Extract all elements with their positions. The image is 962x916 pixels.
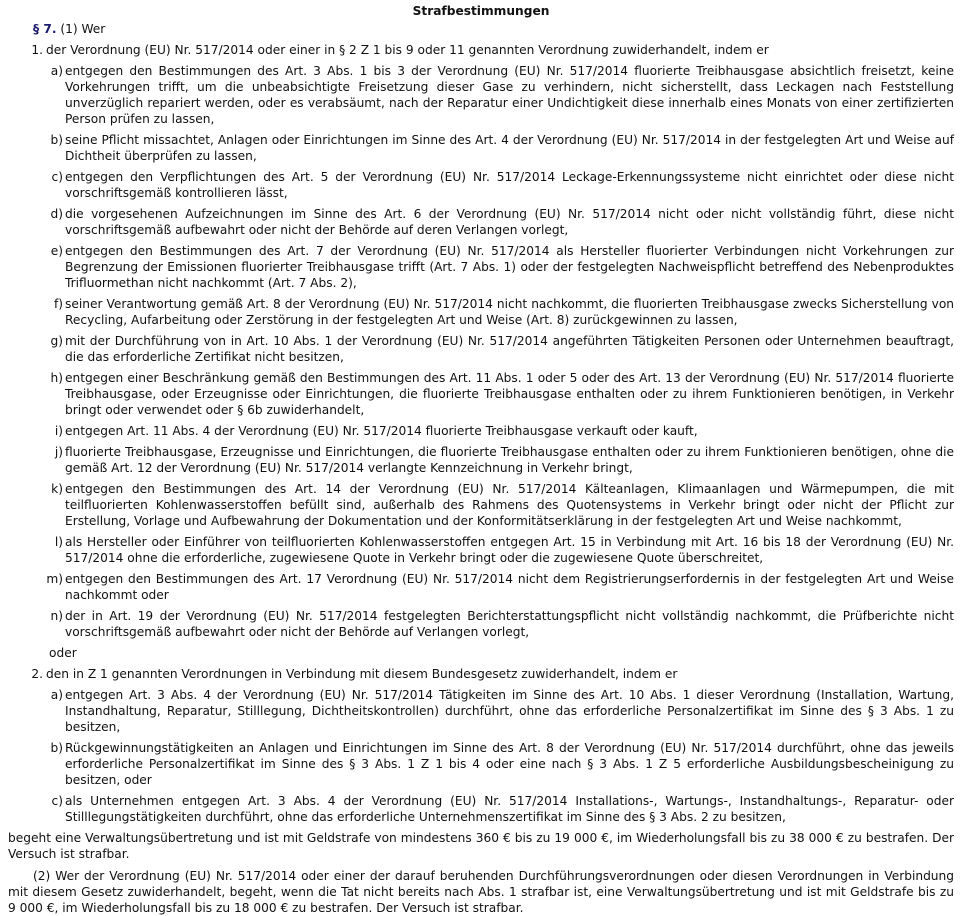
litera-letter: g)	[50, 334, 63, 348]
litera-letter: j)	[54, 445, 63, 459]
litera-2b	[0, 740, 962, 788]
paragraph-header	[0, 21, 962, 37]
litera-text: entgegen den Bestimmungen des Art. 14 der Verordnung (EU) Nr. 517/2014 Kälteanlagen, Klimaanlagen und Wärmepumpen, die mit teilfluorierten Kohlenwasserstoffen befüllt sind, außerhalb des Rahmens des Quotensystems in Verkehr bringt oder nicht der Pflicht zur Erstellung, Vorlage und Aufbewahrung der Dokumentation und der Konformitätserklärung in der festgelegten Art und Weise nachkommt,	[65, 482, 954, 528]
litera-1e	[0, 243, 962, 291]
litera-1c	[0, 169, 962, 201]
litera-letter: i)	[54, 424, 63, 438]
litera-text: die vorgesehenen Aufzeichnungen im Sinne des Art. 6 der Verordnung (EU) Nr. 517/2014 nicht oder nicht vollständig führt, diese nicht vorschriftsgemäß aufbewahrt oder nicht der Behörde auf deren Verlangen vorlegt,	[65, 207, 954, 237]
litera-1b	[0, 132, 962, 164]
paragraph-intro: (1) Wer	[56, 22, 106, 36]
litera-1d	[0, 206, 962, 238]
litera-letter: b)	[50, 741, 63, 755]
litera-letter: d)	[50, 207, 63, 221]
litera-letter: c)	[51, 794, 63, 808]
litera-letter: l)	[54, 535, 63, 549]
litera-text: entgegen einer Beschränkung gemäß den Bestimmungen des Art. 11 Abs. 1 oder 5 oder des Art. 13 der Verordnung (EU) Nr. 517/2014 fluorierte Treibhausgase, oder Erzeugnisse oder Einrichtungen, die fluorierte Treibhausgase enthalten oder zu ihrem Funktionieren benötigen, in Verkehr bringt oder verwendet oder § 6b zuwiderhandelt,	[65, 371, 954, 417]
litera-text: als Unternehmen entgegen Art. 3 Abs. 4 der Verordnung (EU) Nr. 517/2014 Installations-, Wartungs-, Instandhaltungs-, Reparatur- oder Stilllegungstätigkeiten durchführt, ohne das erforderliche Unternehmenszertifikat im Sinne des § 3 Abs. 2 zu besitzen,	[65, 794, 954, 824]
litera-2c	[0, 793, 962, 825]
absatz-2: (2) Wer der Verordnung (EU) Nr. 517/2014 oder einer der darauf beruhenden Durchführungsverordnungen oder diesen Verordnungen in Verbindung mit diesem Gesetz zuwiderhandelt, begeht, wenn die Tat nicht bereits nach Abs. 1 strafbar ist, eine Verwaltungsübertretung und ist mit Geldstrafe bis zu 9 000 €, im Wiederholungsfall bis zu 18 000 € zu bestrafen. Der Versuch ist strafbar.	[8, 869, 954, 915]
litera-text: fluorierte Treibhausgase, Erzeugnisse und Einrichtungen, die fluorierte Treibhausgase enthalten oder zu ihrem Funktionieren benötigen, ohne die gemäß Art. 12 der Verordnung (EU) Nr. 517/2014 verlangte Kennzeichnung in Verkehr bringt,	[65, 445, 954, 475]
litera-1l	[0, 534, 962, 566]
litera-text: entgegen Art. 11 Abs. 4 der Verordnung (EU) Nr. 517/2014 fluorierte Treibhausgase verkauft oder kauft,	[65, 424, 698, 438]
closing-clause: begeht eine Verwaltungsübertretung und ist mit Geldstrafe von mindestens 360 € bis zu 19 000 €, im Wiederholungsfall bis zu 38 000 € zu bestrafen. Der Versuch ist strafbar.	[8, 831, 954, 861]
litera-1n	[0, 608, 962, 640]
ziffer-number: 2.	[31, 667, 43, 681]
litera-2a	[0, 687, 962, 735]
litera-letter: b)	[50, 133, 63, 147]
litera-1h	[0, 370, 962, 418]
litera-letter: a)	[50, 64, 63, 78]
litera-text: der in Art. 19 der Verordnung (EU) Nr. 517/2014 festgelegten Berichterstattungspflicht nicht vollständig nachkommt, die Prüfberichte nicht vorschriftsgemäß aufbewahrt oder nicht der Behörde auf Verlangen vorlegt,	[65, 609, 954, 639]
ziffer-text: der Verordnung (EU) Nr. 517/2014 oder einer in § 2 Z 1 bis 9 oder 11 genannten Verordnung zuwiderhandelt, indem er	[46, 43, 769, 57]
litera-letter: m)	[46, 572, 63, 586]
litera-1i	[0, 423, 962, 439]
litera-text: mit der Durchführung von in Art. 10 Abs. 1 der Verordnung (EU) Nr. 517/2014 angeführten Tätigkeiten Personen oder Unternehmen beauftragt, die das erforderliche Zertifikat nicht besitzen,	[65, 334, 954, 364]
litera-1g	[0, 333, 962, 365]
litera-text: entgegen den Verpflichtungen des Art. 5 der Verordnung (EU) Nr. 517/2014 Leckage-Erkennungssysteme nicht einrichtet oder diese nicht vorschriftsgemäß kontrollieren lässt,	[65, 170, 954, 200]
conjunction-oder: oder	[49, 646, 77, 660]
litera-letter: a)	[50, 688, 63, 702]
litera-letter: c)	[51, 170, 63, 184]
ziffer-text: den in Z 1 genannten Verordnungen in Verbindung mit diesem Bundesgesetz zuwiderhandelt, indem er	[46, 667, 678, 681]
litera-letter: f)	[53, 297, 63, 311]
litera-text: Rückgewinnungstätigkeiten an Anlagen und Einrichtungen im Sinne des Art. 8 der Verordnung (EU) Nr. 517/2014 durchführt, ohne das jeweils erforderliche Personalzertifikat im Sinne des § 3 Abs. 1 Z 1 bis 4 oder eine nach § 3 Abs. 1 Z 5 erforderliche Ausbildungsbescheinigung zu besitzen, oder	[65, 741, 954, 787]
ziffer-number: 1.	[31, 43, 43, 57]
litera-letter: e)	[50, 244, 63, 258]
section-heading: Strafbestimmungen	[412, 4, 550, 18]
ziffer-2	[0, 666, 962, 682]
litera-letter: n)	[50, 609, 63, 623]
litera-letter: k)	[51, 482, 63, 496]
litera-1k	[0, 481, 962, 529]
litera-1m	[0, 571, 962, 603]
litera-1f	[0, 296, 962, 328]
litera-text: als Hersteller oder Einführer von teilfluorierten Kohlenwasserstoffen entgegen Art. 15 in Verbindung mit Art. 16 bis 18 der Verordnung (EU) Nr. 517/2014 ohne die erforderliche, zugewiesene Quote in Verkehr bringt oder die zugewiesene Quote überschreitet,	[65, 535, 954, 565]
litera-letter: h)	[50, 371, 63, 385]
litera-text: entgegen den Bestimmungen des Art. 7 der Verordnung (EU) Nr. 517/2014 als Hersteller fluorierter Verbindungen nicht Vorkehrungen zur Begrenzung der Emissionen fluorierter Treibhausgase trifft (Art. 7 Abs. 1) oder der festgelegten Nachweispflicht betreffend des Nebenproduktes Trifluormethan nicht nachkommt (Art. 7 Abs. 2),	[65, 244, 954, 290]
paragraph-symbol: § 7.	[33, 22, 57, 36]
litera-text: entgegen den Bestimmungen des Art. 17 Verordnung (EU) Nr. 517/2014 nicht dem Registrierungserfordernis in der festgelegten Art und Weise nachkommt oder	[65, 572, 954, 602]
litera-1j	[0, 444, 962, 476]
ziffer-1	[0, 42, 962, 58]
litera-text: entgegen Art. 3 Abs. 4 der Verordnung (EU) Nr. 517/2014 Tätigkeiten im Sinne des Art. 10 Abs. 1 dieser Verordnung (Installation, Wartung, Instandhaltung, Reparatur, Stilllegung, Dichtheitskontrollen) durchführt, ohne das erforderliche Personalzertifikat im Sinne des § 3 Abs. 1 zu besitzen,	[65, 688, 954, 734]
law-document	[0, 3, 962, 916]
litera-text: entgegen den Bestimmungen des Art. 3 Abs. 1 bis 3 der Verordnung (EU) Nr. 517/2014 fluorierte Treibhausgase absichtlich freisetzt, keine Vorkehrungen trifft, um die unbeabsichtigte Freisetzung dieser Gase zu verhindern, nicht sicherstellt, dass Leckagen nach Feststellung unverzüglich repariert werden, oder es verabsäumt, nach der Reparatur einer Undichtigkeit diese innerhalb eines Monats von einer zertifizierten Person prüfen zu lassen,	[65, 64, 954, 126]
litera-text: seiner Verantwortung gemäß Art. 8 der Verordnung (EU) Nr. 517/2014 nicht nachkommt, die fluorierten Treibhausgase zwecks Sicherstellung von Recycling, Aufarbeitung oder Zerstörung in der festgelegten Art und Weise (Art. 8) zurückgewinnen zu lassen,	[65, 297, 954, 327]
litera-text: seine Pflicht missachtet, Anlagen oder Einrichtungen im Sinne des Art. 4 der Verordnung (EU) Nr. 517/2014 in der festgelegten Art und Weise auf Dichtheit überprüfen zu lassen,	[65, 133, 954, 163]
litera-1a	[0, 63, 962, 127]
